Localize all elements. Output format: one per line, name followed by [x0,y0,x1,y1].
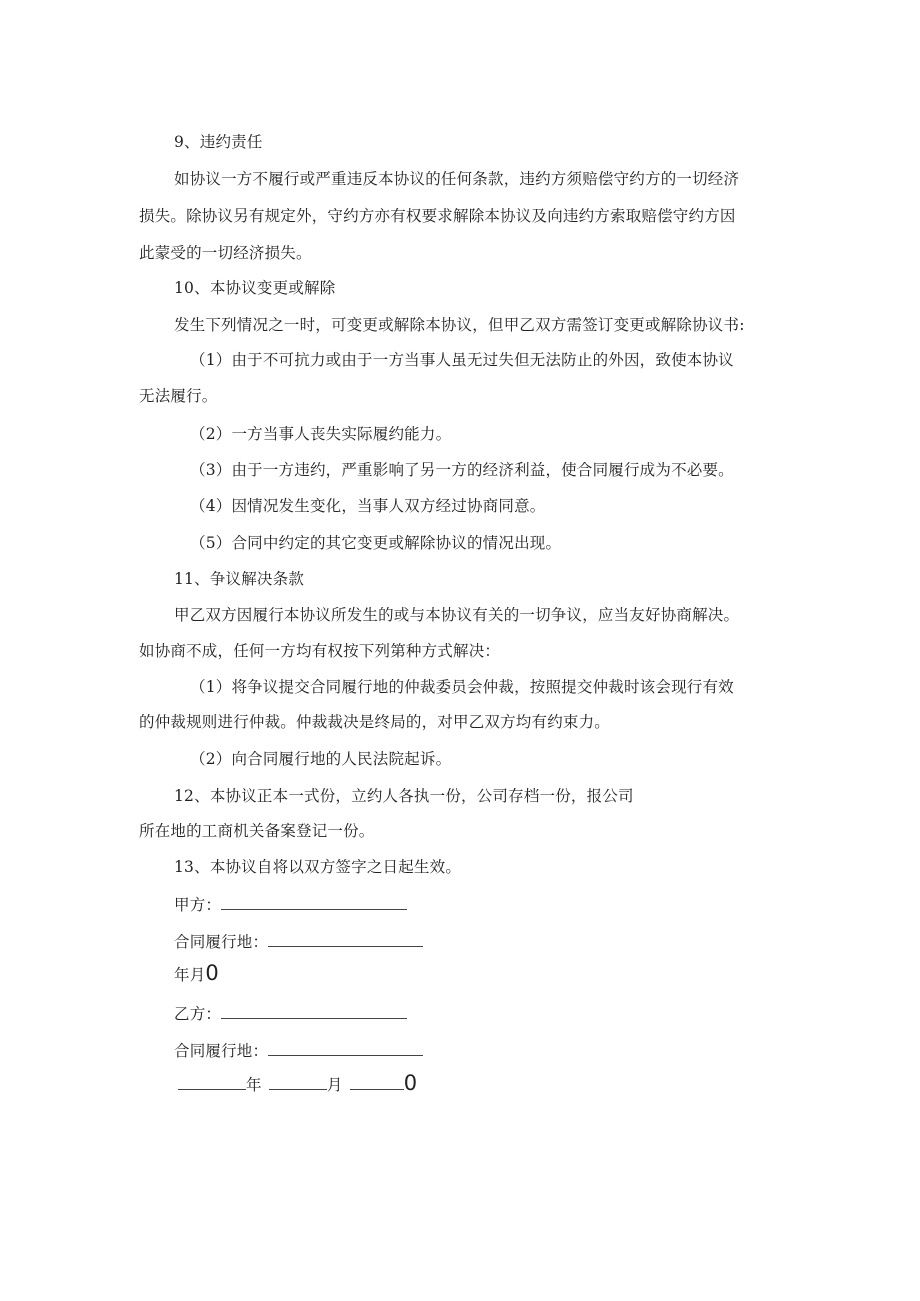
place-a-blank [268,930,423,947]
date-b-row [178,1073,417,1095]
section-10-item-4: （4）因情况发生变化，当事人双方经过协商同意。 [190,497,546,515]
section-9-title: 9、违约责任 [174,133,263,151]
section-11-item-1-line-2: 的仲裁规则进行仲裁。仲裁裁决是终局的，对甲乙双方均有约束力。 [139,713,611,731]
section-10-item-5: （5）合同中约定的其它变更或解除协议的情况出现。 [190,534,562,552]
section-10-item-1-line-2: 无法履行。 [139,387,218,405]
section-13-line: 13、本协议自将以双方签字之日起生效。 [174,858,462,876]
date-a-zero: 0 [205,961,219,985]
party-b-blank [221,1002,407,1019]
section-9-paragraph-line-2: 损失。除协议另有规定外，守约方亦有权要求解除本协议及向违约方索取赔偿守约方因 [139,207,736,225]
year-label: 年 [246,1076,262,1094]
section-10-item-1-line-1: （1）由于不可抗力或由于一方当事人虽无过失但无法防止的外因，致使本协议 [190,351,734,369]
place-b-label: 合同履行地： [174,1042,269,1060]
place-b-row [174,1039,423,1061]
section-11-paragraph-line-1: 甲乙双方因履行本协议所发生的或与本协议有关的一切争议，应当友好协商解决。 [174,606,740,624]
day-blank [350,1073,404,1090]
section-11-item-2: （2）向合同履行地的人民法院起诉。 [190,750,452,768]
date-b-zero: 0 [403,1071,418,1095]
section-11-item-1-line-1: （1）将争议提交合同履行地的仲裁委员会仲裁，按照提交仲裁时该会现行有效 [190,678,734,696]
party-b-label: 乙方： [174,1005,222,1023]
year-blank [178,1073,246,1090]
section-11-paragraph-line-2: 如协商不成，任何一方均有权按下列第种方式解决： [139,642,501,660]
section-12-line-2: 所在地的工商机关备案登记一份。 [139,822,375,840]
section-11-title: 11、争议解决条款 [174,570,305,588]
section-9-paragraph-line-3: 此蒙受的一切经济损失。 [139,244,312,262]
section-12-line-1: 12、本协议正本一式份，立约人各执一份，公司存档一份，报公司 [174,787,634,805]
party-a-label: 甲方： [174,896,222,914]
place-a-label: 合同履行地： [174,933,269,951]
place-b-blank [268,1039,423,1056]
section-10-item-3: （3）由于一方违约，严重影响了另一方的经济利益，使合同履行成为不必要。 [190,461,734,479]
section-10-title: 10、本协议变更或解除 [174,279,336,297]
party-b-row [174,1002,407,1024]
party-a-blank [221,893,407,910]
section-9-paragraph-line-1: 如协议一方不履行或严重违反本协议的任何条款，违约方须赔偿守约方的一切经济 [174,170,740,188]
section-10-intro: 发生下列情况之一时，可变更或解除本协议，但甲乙双方需签订变更或解除协议书: [174,316,745,334]
party-a-row [174,893,407,915]
place-a-row [174,930,423,952]
month-blank [269,1073,327,1090]
date-a-row [174,963,219,985]
month-label: 月 [326,1076,343,1094]
date-a-label: 年月 [174,966,206,984]
section-10-item-2: （2）一方当事人丧失实际履约能力。 [190,425,452,443]
